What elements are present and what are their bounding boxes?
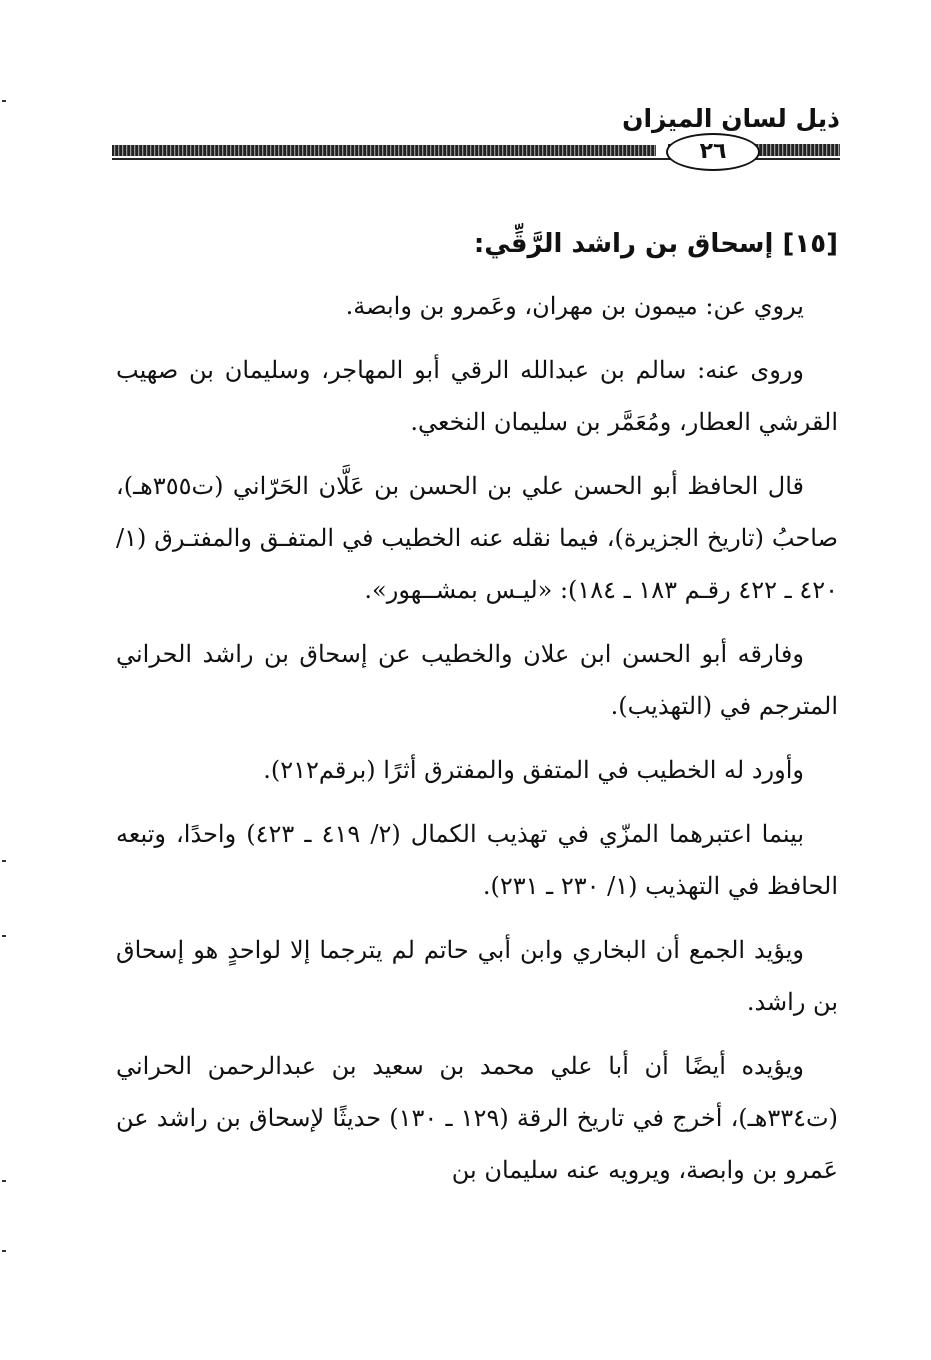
paragraph-khatib-athar: وأورد له الخطيب في المتفق والمفترق أثرًا (برقم٢١٢). [263,756,804,784]
paragraph-narrated-by: وروى عنه: سالم بن عبدالله الرقي أبو المهاجر، وسليمان بن صهيب القرشي العطار، ومُعَمَّر بن سليمان النخعي. [116,356,838,436]
scan-margin-mark [2,100,6,102]
page-body [116,216,838,1208]
header-ornament-left [112,145,656,156]
entry-title: [١٥] إسحاق بن راشد الرَّقِّي: [473,229,838,259]
running-header [112,104,840,174]
page-number: ٢٦ [666,133,760,171]
paragraph-mizzi: بينما اعتبرهما المزّي في تهذيب الكمال (٢/ ٤١٩ ـ ٤٢٣) واحدًا، وتبعه الحافظ في التهذيب (١/ ٢٣٠ ـ ٢٣١). [116,820,838,900]
paragraph-distinction: وفارقه أبو الحسن ابن علان والخطيب عن إسحاق بن راشد الحراني المترجم في (التهذيب). [116,640,838,720]
paragraph-narrates-from: يروي عن: ميمون بن مهران، وعَمرو بن وابصة. [345,292,804,320]
paragraph-raqqa-history: ويؤيده أيضًا أن أبا علي محمد بن سعيد بن عبدالرحمن الحراني (ت٣٣٤هـ)، أخرج في تاريخ الرقة (١٢٩ ـ ١٣٠) حديثًا لإسحاق بن راشد عن عَمرو بن وابصة، ويرويه عنه سليمان بن [116,1052,838,1184]
paragraph-bukhari: ويؤيد الجمع أن البخاري وابن أبي حاتم لم يترجما إلا لواحدٍ هو إسحاق بن راشد. [116,936,838,1016]
paragraph-ibn-allan-quote: قال الحافظ أبو الحسن علي بن الحسن بن عَلَّان الحَرّاني (ت٣٥٥هـ)، صاحبُ (تاريخ الجزيرة)، فيما نقله عنه الخطيب في المتفـق والمفتـرق (١/ ٤٢٠ ـ ٤٢٢ رقـم ١٨٣ ـ ١٨٤): «ليـس بمشــهور». [116,472,838,604]
scan-margin-mark [2,1180,6,1182]
scan-margin-mark [2,935,6,937]
scan-margin-mark [2,860,6,862]
book-title: ذيل لسان الميزان [622,104,840,133]
scan-margin-mark [2,1250,6,1252]
